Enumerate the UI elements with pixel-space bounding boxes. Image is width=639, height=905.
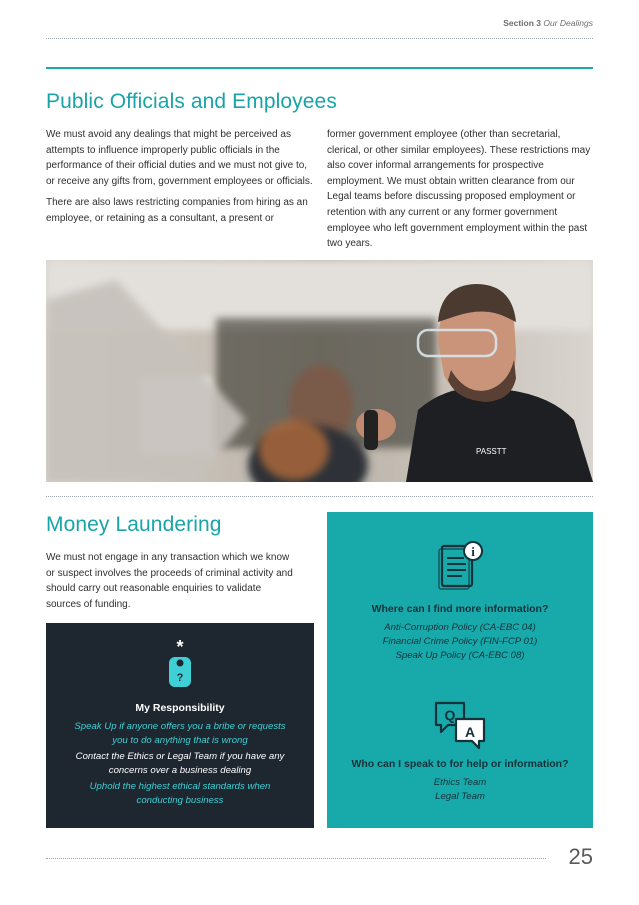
qa-speech-bubbles-icon: [432, 699, 488, 751]
responsibility-line-2: Contact the Ethics or Legal Team if you have any concerns over a business dealing: [75, 751, 285, 776]
engineer-photo: [46, 260, 593, 482]
public-officials-paragraph-2: There are also laws restricting companies from hiring as an employee, or retaining as a consultant, a present or: [46, 197, 308, 224]
money-laundering-paragraph: We must not engage in any transaction which we know or suspect involves the proceeds of criminal activity and should carry out reasonable enquiries to validate sources of funding.: [46, 552, 293, 610]
help-item-1: Ethics Team: [433, 777, 487, 788]
footer-divider: [46, 858, 546, 859]
info-box: [327, 512, 593, 828]
qa-icon-q: Q: [444, 707, 456, 723]
money-laundering-title: Money Laundering: [46, 513, 222, 536]
section-name: Our Dealings: [543, 18, 593, 28]
page-number: 25: [568, 844, 593, 869]
person-asterisk-icon: [163, 639, 197, 691]
section-number: Section 3: [503, 18, 542, 28]
more-info-heading: Where can I find more information?: [371, 603, 549, 615]
public-officials-paragraph-1: We must avoid any dealings that might be perceived as attempts to influence improperly public officials in the performance of their official duties and we must not give to, or receive any gifts from, government employees or officials.: [46, 129, 313, 187]
help-item-2: Legal Team: [435, 791, 485, 802]
my-responsibility-heading: My Responsibility: [135, 702, 225, 714]
engineer-photo-illustration: [46, 260, 593, 482]
shirt-logo-text: PASSTT: [476, 447, 507, 456]
my-responsibility-box: [46, 623, 314, 828]
qa-icon-a: A: [464, 724, 476, 740]
photo-divider: [46, 496, 593, 497]
policy-item-2: Financial Crime Policy (FIN-FCP 01): [382, 636, 538, 647]
svg-text:i: i: [471, 544, 475, 559]
responsibility-line-3: Uphold the highest ethical standards when conducting business: [89, 781, 271, 806]
policy-item-3: Speak Up Policy (CA-EBC 08): [395, 650, 525, 661]
public-officials-paragraph-3: former government employee (other than secretarial, clerical, or other similar employees). These restrictions may also cover informal arrangements for prospective employment. We must obtain written clearance from our Legal teams before discussing proposed employment or retention with any current or any former government employee who left government employment within the past two years.: [327, 129, 591, 250]
svg-text:?: ?: [176, 672, 184, 684]
document-info-icon: [436, 540, 484, 592]
svg-text:*: *: [176, 639, 184, 657]
section-rule: [46, 67, 593, 69]
public-officials-title: Public Officials and Employees: [46, 90, 337, 113]
public-officials-left-column: [46, 127, 314, 227]
public-officials-right-column: [327, 127, 593, 252]
help-heading: Who can I speak to for help or information?: [351, 758, 569, 770]
policy-item-1: Anti-Corruption Policy (CA-EBC 04): [384, 622, 536, 633]
header-divider: [46, 38, 593, 39]
responsibility-line-1: Speak Up if anyone offers you a bribe or requests you to do anything that is wrong: [74, 721, 286, 746]
section-header: [503, 18, 593, 28]
